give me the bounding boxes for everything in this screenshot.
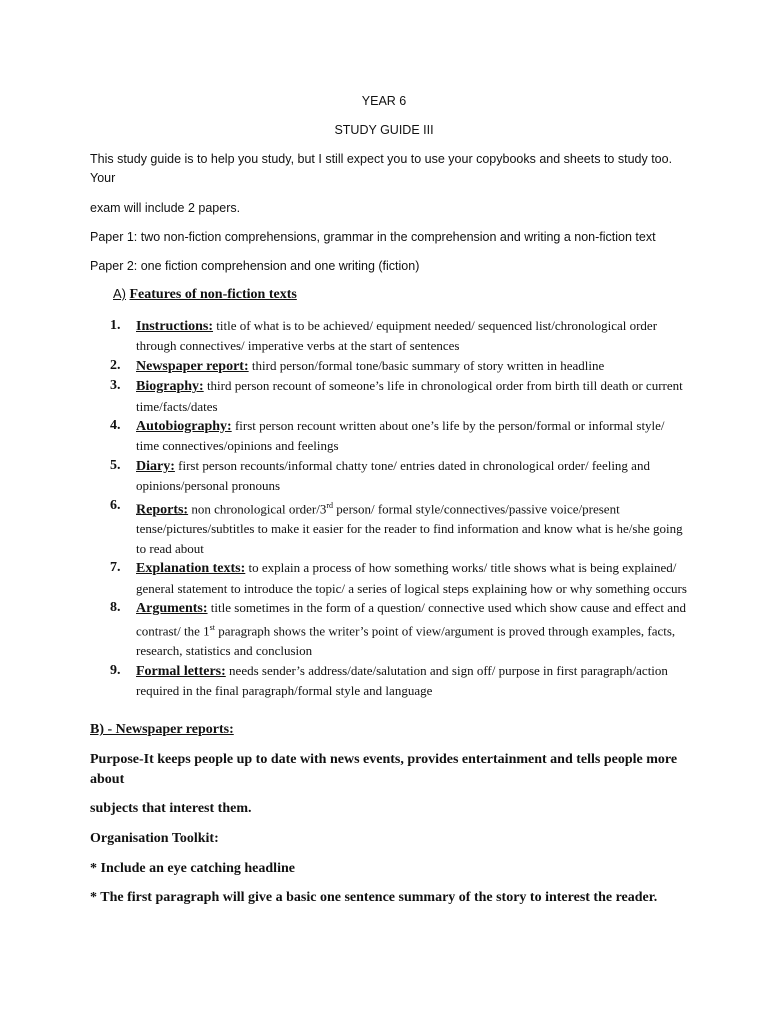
list-item (110, 598, 690, 661)
superscript: rd (326, 500, 334, 510)
paper-2-description: Paper 2: one fiction comprehension and one writing (fiction) (90, 259, 420, 273)
list-term: Reports: (136, 501, 189, 517)
list-text: title sometimes in the form of a question/ connective used which show cause and effect and contrast/ the 1 (136, 600, 687, 639)
superscript: st (209, 623, 215, 633)
list-text: needs sender’s address/date/salutation and sign off/ purpose in first paragraph/action required in the final paragraph/formal style and language (136, 662, 668, 698)
list-term: Arguments: (136, 601, 208, 617)
section-b-heading: B) - Newspaper reports: (90, 722, 234, 737)
list-term: Autobiography: (136, 419, 232, 435)
list-number: 9. (110, 662, 121, 678)
list-number: 1. (110, 318, 121, 333)
list-text: first person recount written about one’s life by the person/formal or informal style/ time connectives/opinions and feelings (136, 418, 665, 454)
section-a-prefix: A) (113, 286, 126, 301)
list-number: 4. (110, 418, 121, 434)
purpose-continuation: subjects that interest them. (90, 801, 252, 816)
list-term: Instructions: (136, 319, 214, 334)
features-list (110, 316, 690, 700)
list-text: first person recounts/informal chatty tone/ entries dated in chronological order/ feeling and opinions/personal pronouns (136, 457, 650, 494)
list-text: non chronological order/3 (188, 500, 327, 516)
list-number: 2. (110, 357, 121, 373)
section-a-heading (113, 286, 297, 303)
list-item (110, 456, 690, 496)
intro-line: This study guide is to help you study, but I still expect you to use your copybooks and sheets to study too. (90, 152, 673, 166)
list-item (110, 416, 690, 456)
intro-paragraph (90, 150, 700, 188)
list-number: 5. (110, 457, 121, 473)
doc-title-year: YEAR 6 (361, 94, 407, 108)
toolkit-bullet-first-paragraph: * The first paragraph will give a basic one sentence summary of the story to interest the reader. (90, 890, 658, 905)
list-term: Newspaper report: (136, 358, 249, 374)
list-number: 6. (110, 497, 121, 513)
list-item (110, 661, 690, 701)
list-text: paragraph shows the writer’s point of view/argument is proved through examples, facts, research, statistics and conclusion (136, 623, 676, 659)
list-term: Explanation texts: (136, 561, 246, 577)
list-number: 3. (110, 378, 121, 394)
list-item (110, 496, 690, 559)
list-item (110, 558, 690, 598)
section-a-title: Features of non-fiction texts (129, 287, 297, 302)
intro-line: Your (90, 171, 116, 185)
list-text: to explain a process of how something works/ title shows what is being explained/ general statement to introduce the topic/ a series of logical steps explaining how or why something occurs (136, 560, 687, 596)
list-text: person/ formal style/connectives/passive voice/present tense/pictures/subtitles to make it easier for the reader to find information and know what is he/she going to read about (136, 500, 683, 556)
list-item (110, 356, 690, 376)
list-item (110, 316, 690, 356)
list-item (110, 376, 690, 416)
list-text: third person/formal tone/basic summary of story written in headline (248, 357, 605, 373)
organisation-toolkit-heading: Organisation Toolkit: (90, 831, 219, 846)
list-term: Biography: (136, 379, 204, 395)
toolkit-bullet-headline: * Include an eye catching headline (90, 861, 295, 876)
list-term: Diary: (136, 458, 175, 474)
paper-1-description: Paper 1: two non-fiction comprehensions, grammar in the comprehension and writing a non-fiction text (90, 230, 656, 244)
doc-title-study-guide: STUDY GUIDE III (334, 123, 434, 137)
list-term: Formal letters: (136, 663, 226, 679)
list-number: 8. (110, 600, 121, 616)
list-number: 7. (110, 560, 121, 576)
list-text: title of what is to be achieved/ equipment needed/ sequenced list/chronological order through connectives/ imperative verbs at the start of sentences (136, 318, 658, 354)
list-text: third person recount of someone’s life in chronological order from birth till death or current time/facts/dates (136, 378, 683, 414)
purpose-paragraph: Purpose-It keeps people up to date with news events, provides entertainment and tells people more about (90, 752, 678, 787)
intro-exam-papers: exam will include 2 papers. (90, 201, 241, 215)
